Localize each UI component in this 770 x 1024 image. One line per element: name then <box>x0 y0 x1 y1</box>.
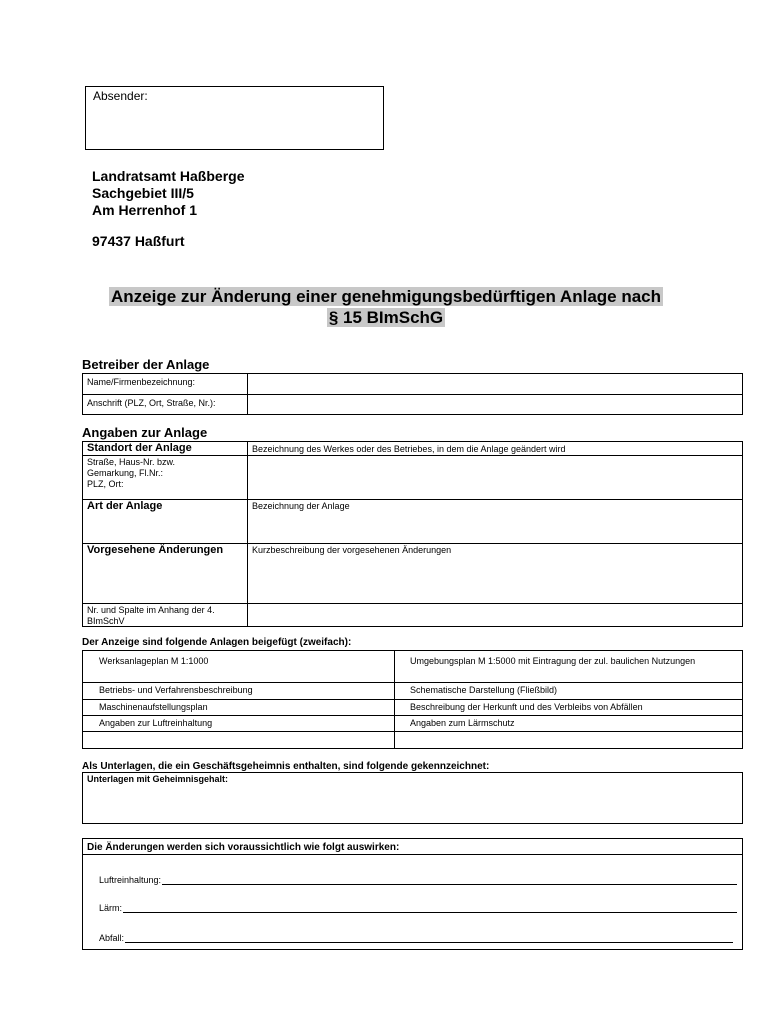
plant-table <box>82 441 743 627</box>
attachment-site-plan[interactable]: Werksanlageplan M 1:1000 <box>99 656 209 666</box>
effect-waste-row[interactable] <box>99 932 733 943</box>
attachments-heading: Der Anzeige sind folgende Anlagen beigefügt (zweifach): <box>82 637 352 648</box>
plant-type-field[interactable] <box>249 514 741 541</box>
attachment-air-quality[interactable]: Angaben zur Luftreinhaltung <box>99 718 213 728</box>
operator-address-field[interactable] <box>249 396 741 413</box>
annex-label: Nr. und Spalte im Anhang der 4. BImSchV <box>87 605 215 626</box>
changes-field[interactable] <box>249 558 741 601</box>
plant-heading: Angaben zur Anlage <box>82 425 208 440</box>
attachment-extra-right[interactable] <box>396 733 741 747</box>
location-field[interactable] <box>249 457 741 497</box>
effect-air-quality-row[interactable] <box>99 874 737 885</box>
effect-waste-label: Abfall: <box>99 933 125 943</box>
attachment-waste-description[interactable]: Beschreibung der Herkunft und des Verbleibs von Abfällen <box>410 702 643 712</box>
attachment-machine-layout[interactable]: Maschinenaufstellungsplan <box>99 702 208 712</box>
secrets-label: Unterlagen mit Geheimnisgehalt: <box>87 774 229 784</box>
secrets-box[interactable] <box>82 772 743 824</box>
recipient-line-2: Sachgebiet III/5 <box>92 185 194 201</box>
recipient-line-4: 97437 Haßfurt <box>92 233 185 249</box>
effect-air-quality-label: Luftreinhaltung: <box>99 875 162 885</box>
operator-name-label: Name/Firmenbezeichnung: <box>87 377 196 387</box>
effect-waste-line[interactable] <box>125 932 733 943</box>
attachment-area-plan[interactable]: Umgebungsplan M 1:5000 mit Eintragung der zul. baulichen Nutzungen <box>410 656 696 666</box>
effects-box <box>82 838 743 950</box>
attachment-extra-left[interactable] <box>85 733 392 747</box>
title-line-2: § 15 BImSchG <box>328 308 444 327</box>
recipient-line-3: Am Herrenhof 1 <box>92 202 198 218</box>
attachment-process-description[interactable]: Betriebs- und Verfahrensbeschreibung <box>99 685 253 695</box>
document-title <box>80 286 692 328</box>
location-plz-label: PLZ, Ort: <box>87 479 124 489</box>
effect-noise-line[interactable] <box>123 902 737 913</box>
location-title: Standort der Anlage <box>87 442 192 454</box>
effect-noise-row[interactable] <box>99 902 737 913</box>
effect-air-quality-line[interactable] <box>162 874 737 885</box>
location-hint: Bezeichnung des Werkes oder des Betriebes, in dem die Anlage geändert wird <box>252 444 566 454</box>
attachment-noise-protection[interactable]: Angaben zum Lärmschutz <box>410 718 515 728</box>
operator-address-label: Anschrift (PLZ, Ort, Straße, Nr.): <box>87 398 216 408</box>
operator-table <box>82 373 743 415</box>
operator-heading: Betreiber der Anlage <box>82 357 210 372</box>
attachments-table <box>82 650 743 749</box>
sender-label: Absender: <box>93 89 148 103</box>
plant-type-label: Art der Anlage <box>87 500 163 512</box>
secrets-heading: Als Unterlagen, die ein Geschäftsgeheimnis enthalten, sind folgende gekennzeichnet: <box>82 761 490 772</box>
location-street-label: Straße, Haus-Nr. bzw. Gemarkung, Fl.Nr.: <box>87 457 176 478</box>
sender-box[interactable] <box>85 86 384 150</box>
operator-name-field[interactable] <box>249 375 741 393</box>
plant-type-hint: Bezeichnung der Anlage <box>252 501 350 511</box>
recipient-line-1: Landratsamt Haßberge <box>92 168 245 184</box>
annex-field[interactable] <box>249 605 741 625</box>
attachment-flow-diagram[interactable]: Schematische Darstellung (Fließbild) <box>410 685 558 695</box>
effects-heading: Die Änderungen werden sich voraussichtlich wie folgt auswirken: <box>87 842 400 853</box>
changes-label: Vorgesehene Änderungen <box>87 544 224 556</box>
title-line-1: Anzeige zur Änderung einer genehmigungsbedürftigen Anlage nach <box>110 287 662 306</box>
changes-hint: Kurzbeschreibung der vorgesehenen Änderungen <box>252 545 452 555</box>
effect-noise-label: Lärm: <box>99 903 123 913</box>
